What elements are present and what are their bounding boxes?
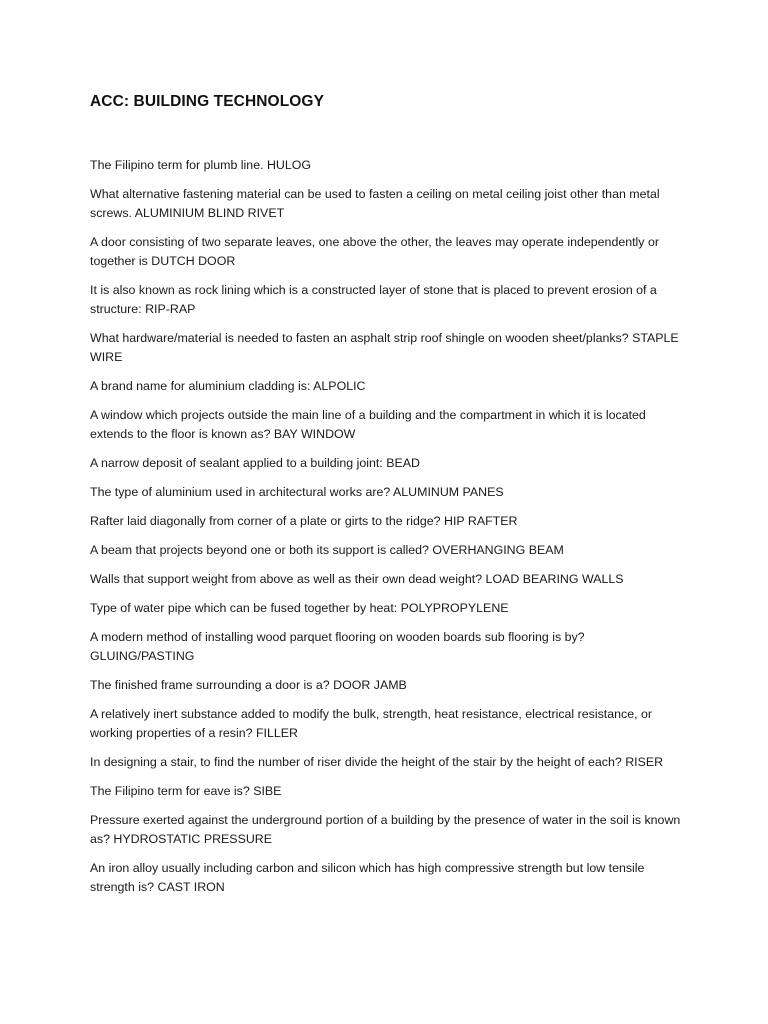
qa-item: What hardware/material is needed to fasten an asphalt strip roof shingle on wooden sheet/planks? STAPLE WIRE [90,331,679,364]
qa-item: Walls that support weight from above as well as their own dead weight? LOAD BEARING WALLS [90,572,624,586]
qa-item: A beam that projects beyond one or both its support is called? OVERHANGING BEAM [90,543,564,557]
qa-item: The finished frame surrounding a door is a? DOOR JAMB [90,678,407,692]
qa-item: The Filipino term for eave is? SIBE [90,784,282,798]
qa-item: In designing a stair, to find the number of riser divide the height of the stair by the height of each? RISER [90,755,664,769]
qa-item: What alternative fastening material can be used to fasten a ceiling on metal ceiling joist other than metal screws. ALUMINIUM BLIND RIVET [90,187,660,220]
qa-item: Pressure exerted against the underground portion of a building by the presence of water in the soil is known as? HYDROSTATIC PRESSURE [90,813,681,846]
qa-item: A door consisting of two separate leaves, one above the other, the leaves may operate independently or together is DUTCH DOOR [90,235,659,268]
qa-item: Type of water pipe which can be fused together by heat: POLYPROPYLENE [90,601,509,615]
qa-item: A modern method of installing wood parquet flooring on wooden boards sub flooring is by? GLUING/PASTING [90,630,585,663]
qa-list [90,156,690,907]
qa-item: Rafter laid diagonally from corner of a plate or girts to the ridge? HIP RAFTER [90,514,518,528]
qa-item: The type of aluminium used in architectural works are? ALUMINUM PANES [90,485,504,499]
qa-item: The Filipino term for plumb line. HULOG [90,158,312,172]
qa-item: A relatively inert substance added to modify the bulk, strength, heat resistance, electrical resistance, or working properties of a resin? FILLER [90,707,653,740]
qa-item: An iron alloy usually including carbon and silicon which has high compressive strength but low tensile strength is? CAST IRON [90,861,645,894]
qa-item: A brand name for aluminium cladding is: ALPOLIC [90,379,366,393]
qa-item: A window which projects outside the main line of a building and the compartment in which it is located extends to the floor is known as? BAY WINDOW [90,408,646,441]
document-title: ACC: BUILDING TECHNOLOGY [90,93,325,110]
qa-item: A narrow deposit of sealant applied to a building joint: BEAD [90,456,420,470]
qa-item: It is also known as rock lining which is a constructed layer of stone that is placed to prevent erosion of a structure: RIP-RAP [90,283,657,316]
